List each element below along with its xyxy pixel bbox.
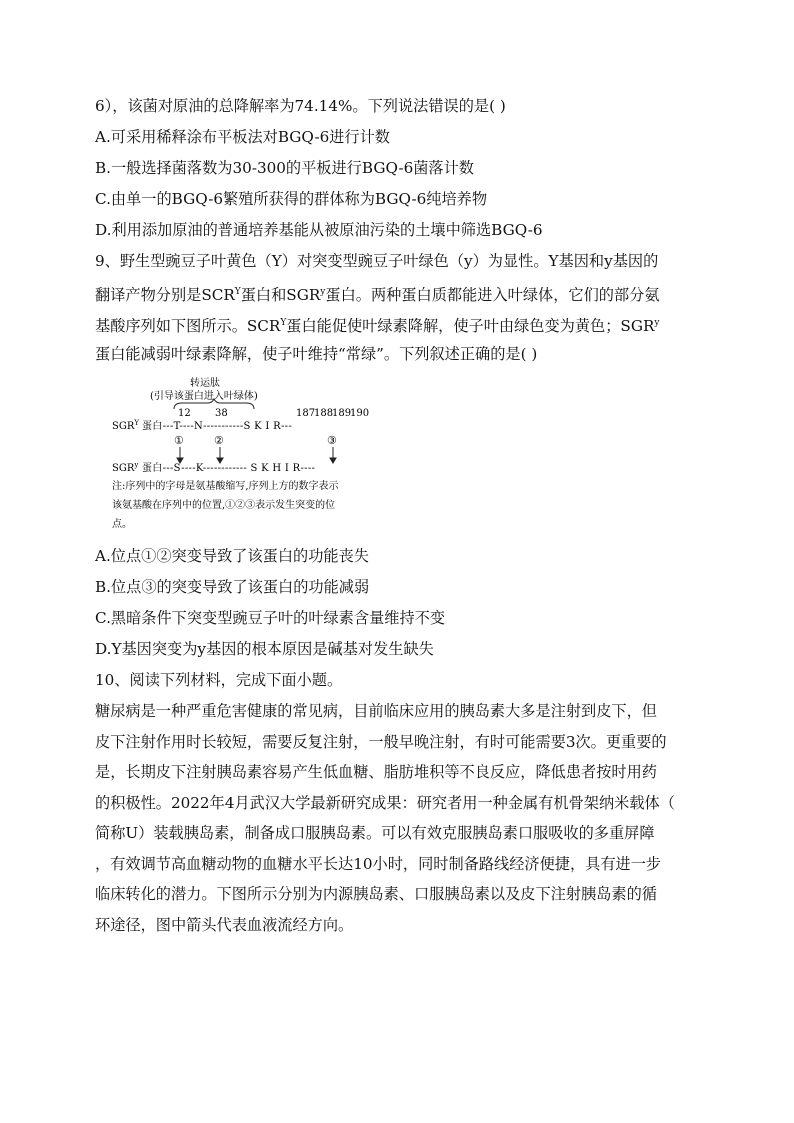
q10-material-line-6: ，有效调节高血糖动物的血糖水平长达10小时，同时制备路线经济便捷，具有进一步 — [95, 854, 662, 873]
q10-material-line-3: 是，长期皮下注射胰岛素容易产生低血糖、脂肪堆积等不良反应，降低患者按时用药 — [95, 763, 657, 781]
q9-stem-line-1: 9、野生型豌豆子叶黄色（Y）对突变型豌豆子叶绿色（y）为显性。Y基因和y基因的 — [95, 252, 659, 270]
row2-sequence: 蛋白---S----K------------ S K H I R---- — [142, 463, 316, 474]
q9-option-a: A.位点①②突变导致了该蛋白的功能丧失 — [95, 547, 369, 565]
brace-title: 转运肽 — [190, 378, 220, 389]
mutation-marker-1: ① — [174, 434, 184, 447]
mutation-arrows — [177, 447, 336, 463]
amino-acid-sequence-figure — [112, 375, 412, 535]
position-12: 12 — [178, 408, 191, 419]
q10-material-line-8: 环途径，图中箭头代表血液流经方向。 — [95, 915, 354, 934]
position-189: 189 — [332, 408, 352, 419]
mutation-marker-2: ② — [214, 434, 224, 447]
q9-stem-line-3: 基酸序列如下图所示。$SCR^Y$蛋白能促使叶绿素降解，使子叶由绿色变为黄色；SGR$^y$ — [95, 317, 660, 335]
position-187: 187 — [296, 408, 316, 419]
q8-option-a: A.可采用稀释涂布平板法对BGQ-6进行计数 — [95, 128, 390, 146]
brace-subtitle: (引导该蛋白进入叶绿体) — [150, 391, 258, 402]
figure-note-line-1: 注:序列中的字母是氨基酸缩写,序列上方的数字表示 — [112, 481, 339, 492]
q8-option-d: D.利用添加原油的普通培养基能从被原油污染的土壤中筛选BGQ-6 — [95, 221, 543, 239]
q10-material-line-4: 的积极性。2022年4月武汉大学最新研究成果：研究者用一种金属有机骨架纳米载体（ — [95, 793, 675, 812]
q10-material-line-1: 糖尿病是一种严重危害健康的常见病，目前临床应用的胰岛素大多是注射到皮下，但 — [95, 702, 657, 720]
figure-note-line-2: 该氨基酸在序列中的位置,①②③表示发生突变的位 — [112, 500, 336, 511]
q9-option-d: D.Y基因突变为y基因的根本原因是碱基对发生缺失 — [95, 640, 434, 658]
q10-material-paragraph — [95, 696, 705, 940]
q10-material-line-7: 临床转化的潜力。下图所示分别为内源胰岛素、口服胰岛素以及皮下注射胰岛素的循 — [95, 885, 657, 903]
row2-protein-label: SGR$^y$ — [112, 461, 139, 474]
q9-stem-line-2: 翻译产物分别是$SCR^Y$蛋白和SGR$^y$蛋白。两种蛋白质都能进入叶绿体，它们的部分氨 — [95, 286, 660, 304]
q10-title: 10、阅读下列材料，完成下面小题。 — [95, 671, 343, 689]
figure-note-line-3: 点。 — [112, 519, 132, 530]
q8-option-b: B.一般选择菌落数为30-300的平板进行BGQ-6菌落计数 — [95, 159, 474, 177]
row1-sequence: 蛋白---T----N-----------S K I R--- — [142, 421, 293, 432]
mutation-marker-3: ③ — [327, 434, 337, 447]
position-188: 188 — [314, 408, 334, 419]
position-38: 38 — [215, 408, 228, 419]
sequence-diagram-svg — [112, 375, 412, 535]
q8-option-c: C.由单一的BGQ-6繁殖所获得的群体称为BGQ-6纯培养物 — [95, 190, 488, 208]
q8-stem-tail: 6），该菌对原油的总降解率为74.14%。下列说法错误的是( ) — [95, 97, 506, 115]
q9-stem-line-4: 蛋白能减弱叶绿素降解，使子叶维持“常绿”。下列叙述正确的是( ) — [95, 345, 538, 363]
q10-material-line-5: 简称U）装载胰岛素，制备成口服胰岛素。可以有效克服胰岛素口服吸收的多重屏障 — [95, 824, 655, 842]
row1-protein-label: $SGR^Y$ — [112, 419, 139, 432]
q9-option-b: B.位点③的突变导致了该蛋白的功能减弱 — [95, 578, 370, 596]
q10-material-line-2: 皮下注射作用时长较短，需要反复注射，一般早晚注射，有时可能需要3次。更重要的 — [95, 732, 667, 751]
q9-option-c: C.黑暗条件下突变型豌豆子叶的叶绿素含量维持不变 — [95, 609, 446, 627]
position-190: 190 — [350, 408, 370, 419]
